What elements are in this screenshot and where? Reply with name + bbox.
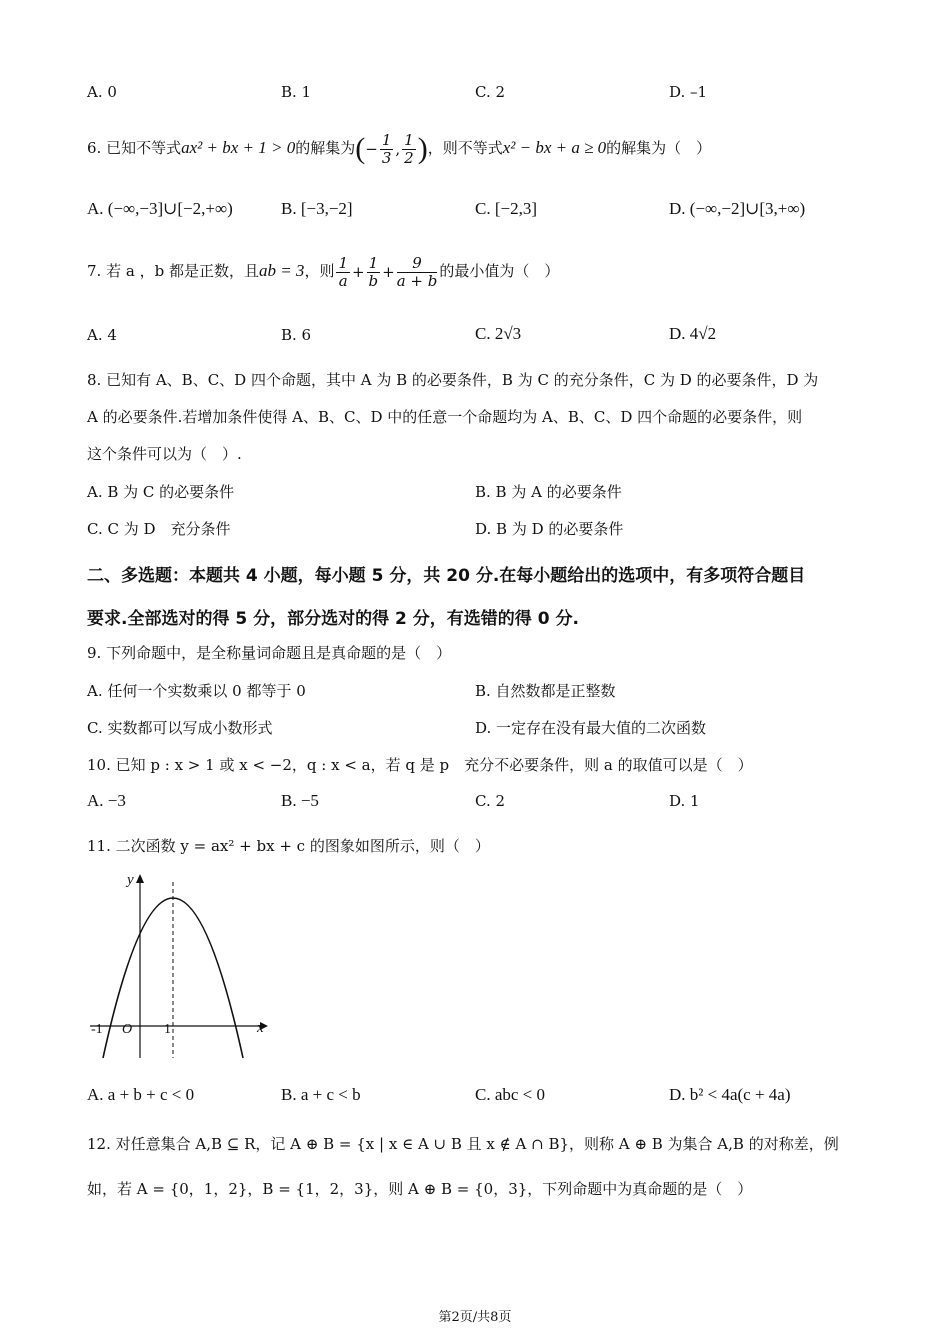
q8-option-c: C. C 为 D 充分条件: [87, 520, 231, 538]
q10-option-d: D. 1: [669, 792, 700, 810]
q11-option-d: D. b² < 4a(c + 4a): [669, 1085, 791, 1104]
q7-option-a: A. 4: [87, 326, 117, 344]
q5-option-b: B. 1: [281, 83, 312, 101]
q6-option-a: A. (−∞,−3]∪[−2,+∞): [87, 199, 233, 218]
q8-stem-line-1: 8. 已知有 A、B、C、D 四个命题，其中 A 为 B 的必要条件，B 为 C 的充分条件，C 为 D 的必要条件，D 为: [87, 371, 819, 389]
q7-fraction-2: $\frac{1}{b}$: [368, 254, 379, 290]
q5-option-d: D. –1: [669, 83, 708, 101]
page-number-footer: 第2页/共8页: [438, 1310, 512, 1325]
q11-option-a: A. a + b + c < 0: [87, 1085, 195, 1104]
section-2-heading-line-1: 二、多选题：本题共 4 小题，每小题 5 分，共 20 分.在每小题给出的选项中，有多项符合题目: [87, 566, 806, 586]
q8-option-d: D. B 为 D 的必要条件: [475, 520, 624, 538]
x-axis-label: x: [257, 1020, 264, 1036]
q5-option-c: C. 2: [475, 83, 506, 101]
q7-fraction-3: $\frac{9}{a + b}$: [396, 254, 438, 290]
q10-stem: 10. 已知 p : x > 1 或 x < −2，q : x < a，若 q 是 p 充分不必要条件，则 a 的取值可以是（ ）: [87, 756, 753, 774]
q8-stem-line-2: A 的必要条件.若增加条件使得 A、B、C、D 中的任意一个命题均为 A、B、C、D 四个命题的必要条件，则: [87, 408, 803, 426]
q6-option-b: B. [−3,−2]: [281, 199, 353, 218]
origin-label: O: [122, 1022, 133, 1037]
q11-parabola-graph: [85, 868, 280, 1064]
q7-option-b: B. 6: [281, 326, 312, 344]
q6-inequality-1: ax² + bx + 1 > 0: [181, 138, 296, 157]
q12-stem-line-2: 如，若 A = {0，1，2}，B = {1，2，3}，则 A ⊕ B = {0，3}，下列命题中为真命题的是（ ）: [87, 1180, 753, 1198]
y-axis-label: y: [127, 872, 134, 888]
q8-option-b: B. B 为 A 的必要条件: [475, 483, 622, 501]
q10-option-b: B. −5: [281, 791, 319, 810]
q11-option-b: B. a + c < b: [281, 1085, 361, 1104]
q9-option-a: A. 任何一个实数乘以 0 都等于 0: [87, 682, 306, 700]
q6-option-c: C. [−2,3]: [475, 199, 537, 218]
q8-option-a: A. B 为 C 的必要条件: [87, 483, 235, 501]
q7-stem: 7. 若 a ，b 都是正数，且ab = 3，则 $\frac{1}{a}$ + $\frac{1}{b}$ + $\frac{9}{a + b}$ 的最小值为（ ）: [87, 254, 560, 290]
q6-fraction-1: $\frac{1}{3}$: [381, 131, 392, 167]
q9-stem: 9. 下列命题中，是全称量词命题且是真命题的是（ ）: [87, 644, 452, 662]
q11-stem: 11. 二次函数 y = ax² + bx + c 的图象如图所示，则（ ）: [87, 837, 490, 855]
q6-stem: 6. 已知不等式ax² + bx + 1 > 0的解集为(− $\frac{1}{3}$ , $\frac{1}{2}$ )，则不等式x² − bx + a ≥ 0的解集为（ ）: [87, 131, 712, 167]
section-2-heading-line-2: 要求.全部选对的得 5 分，部分选对的得 2 分，有选错的得 0 分.: [87, 609, 579, 629]
q6-option-d: D. (−∞,−2]∪[3,+∞): [669, 199, 806, 218]
q9-option-d: D. 一定存在没有最大值的二次函数: [475, 719, 707, 737]
q10-option-c: C. 2: [475, 792, 506, 810]
q10-option-a: A. −3: [87, 791, 126, 810]
tick-label-1: 1: [164, 1022, 171, 1037]
q7-option-c: C. 2√3: [475, 324, 522, 343]
q6-inequality-2: x² − bx + a ≥ 0: [502, 138, 607, 157]
q7-option-d: D. 4√2: [669, 324, 717, 343]
q6-fraction-2: $\frac{1}{2}$: [404, 131, 414, 167]
q9-option-b: B. 自然数都是正整数: [475, 682, 616, 700]
q11-option-c: C. abc < 0: [475, 1085, 546, 1104]
q12-stem-line-1: 12. 对任意集合 A,B ⊆ R，记 A ⊕ B = {x | x ∈ A ∪ B 且 x ∉ A ∩ B}，则称 A ⊕ B 为集合 A,B 的对称差，例: [87, 1135, 839, 1153]
q6-interval-open: (: [355, 132, 366, 165]
tick-label-neg1: -1: [91, 1022, 103, 1037]
q5-option-a: A. 0: [87, 83, 117, 101]
y-axis-arrow: [136, 874, 144, 883]
q7-fraction-1: $\frac{1}{a}$: [338, 254, 348, 290]
q9-option-c: C. 实数都可以写成小数形式: [87, 719, 273, 737]
q8-stem-line-3: 这个条件可以为（ ）.: [87, 445, 242, 463]
